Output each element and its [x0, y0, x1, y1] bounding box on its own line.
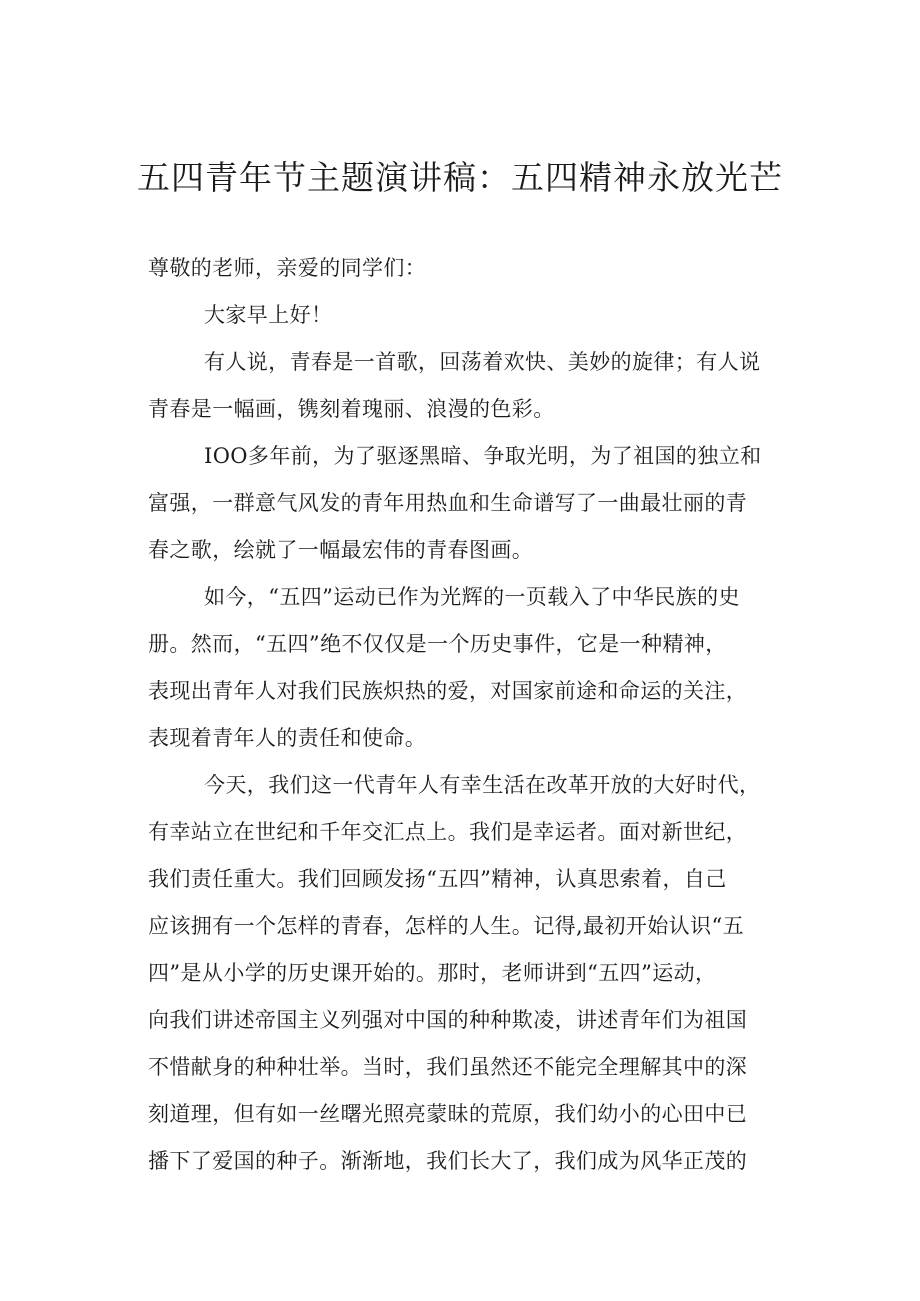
body-line: 青春是一幅画，镌刻着瑰丽、浪漫的色彩。 [148, 397, 555, 421]
document-body [148, 245, 808, 1185]
body-line: 应该拥有一个怎样的青春，怎样的人生。记得,最初开始认识“五 [148, 914, 745, 938]
body-line: 不惜献身的种种壮举。当时，我们虽然还不能完全理解其中的深 [148, 1055, 748, 1079]
body-line: 富强，一群意气风发的青年用热血和生命谱写了一曲最壮丽的青 [148, 491, 748, 515]
body-line: 有人说，青春是一首歌，回荡着欢快、美妙的旋律；有人说 [204, 350, 761, 374]
body-line: 表现着青年人的责任和使命。 [148, 726, 427, 750]
document-title: 五四青年节主题演讲稿：五四精神永放光芒 [137, 158, 783, 197]
body-line: 播下了爱国的种子。渐渐地，我们长大了，我们成为风华正茂的 [148, 1149, 748, 1173]
body-line: 大家早上好！ [204, 303, 333, 327]
body-line: 四”是从小学的历史课开始的。那时，老师讲到“五四”运动， [148, 961, 717, 985]
body-line: 今天，我们这一代青年人有幸生活在改革开放的大好时代， [204, 773, 761, 797]
body-line: 尊敬的老师，亲爱的同学们： [148, 256, 427, 280]
body-line: 册。然而，“五四”绝不仅仅是一个历史事件，它是一种精神， [148, 632, 727, 656]
body-line: IOO多年前，为了驱逐黑暗、争取光明，为了祖国的独立和 [204, 444, 762, 468]
body-line: 向我们讲述帝国主义列强对中国的种种欺凌，讲述青年们为祖国 [148, 1008, 748, 1032]
body-line: 表现出青年人对我们民族炽热的爱，对国家前途和命运的关注， [148, 679, 748, 703]
body-line: 春之歌，绘就了一幅最宏伟的青春图画。 [148, 538, 534, 562]
body-line: 我们责任重大。我们回顾发扬“五四”精神，认真思索着，自己 [148, 867, 727, 891]
body-line: 有幸站立在世纪和千年交汇点上。我们是幸运者。面对新世纪， [148, 820, 748, 844]
body-line: 如今，“五四”运动已作为光辉的一页载入了中华民族的史 [204, 585, 740, 609]
body-line: 刻道理，但有如一丝曙光照亮蒙昧的荒原，我们幼小的心田中已 [148, 1102, 748, 1126]
